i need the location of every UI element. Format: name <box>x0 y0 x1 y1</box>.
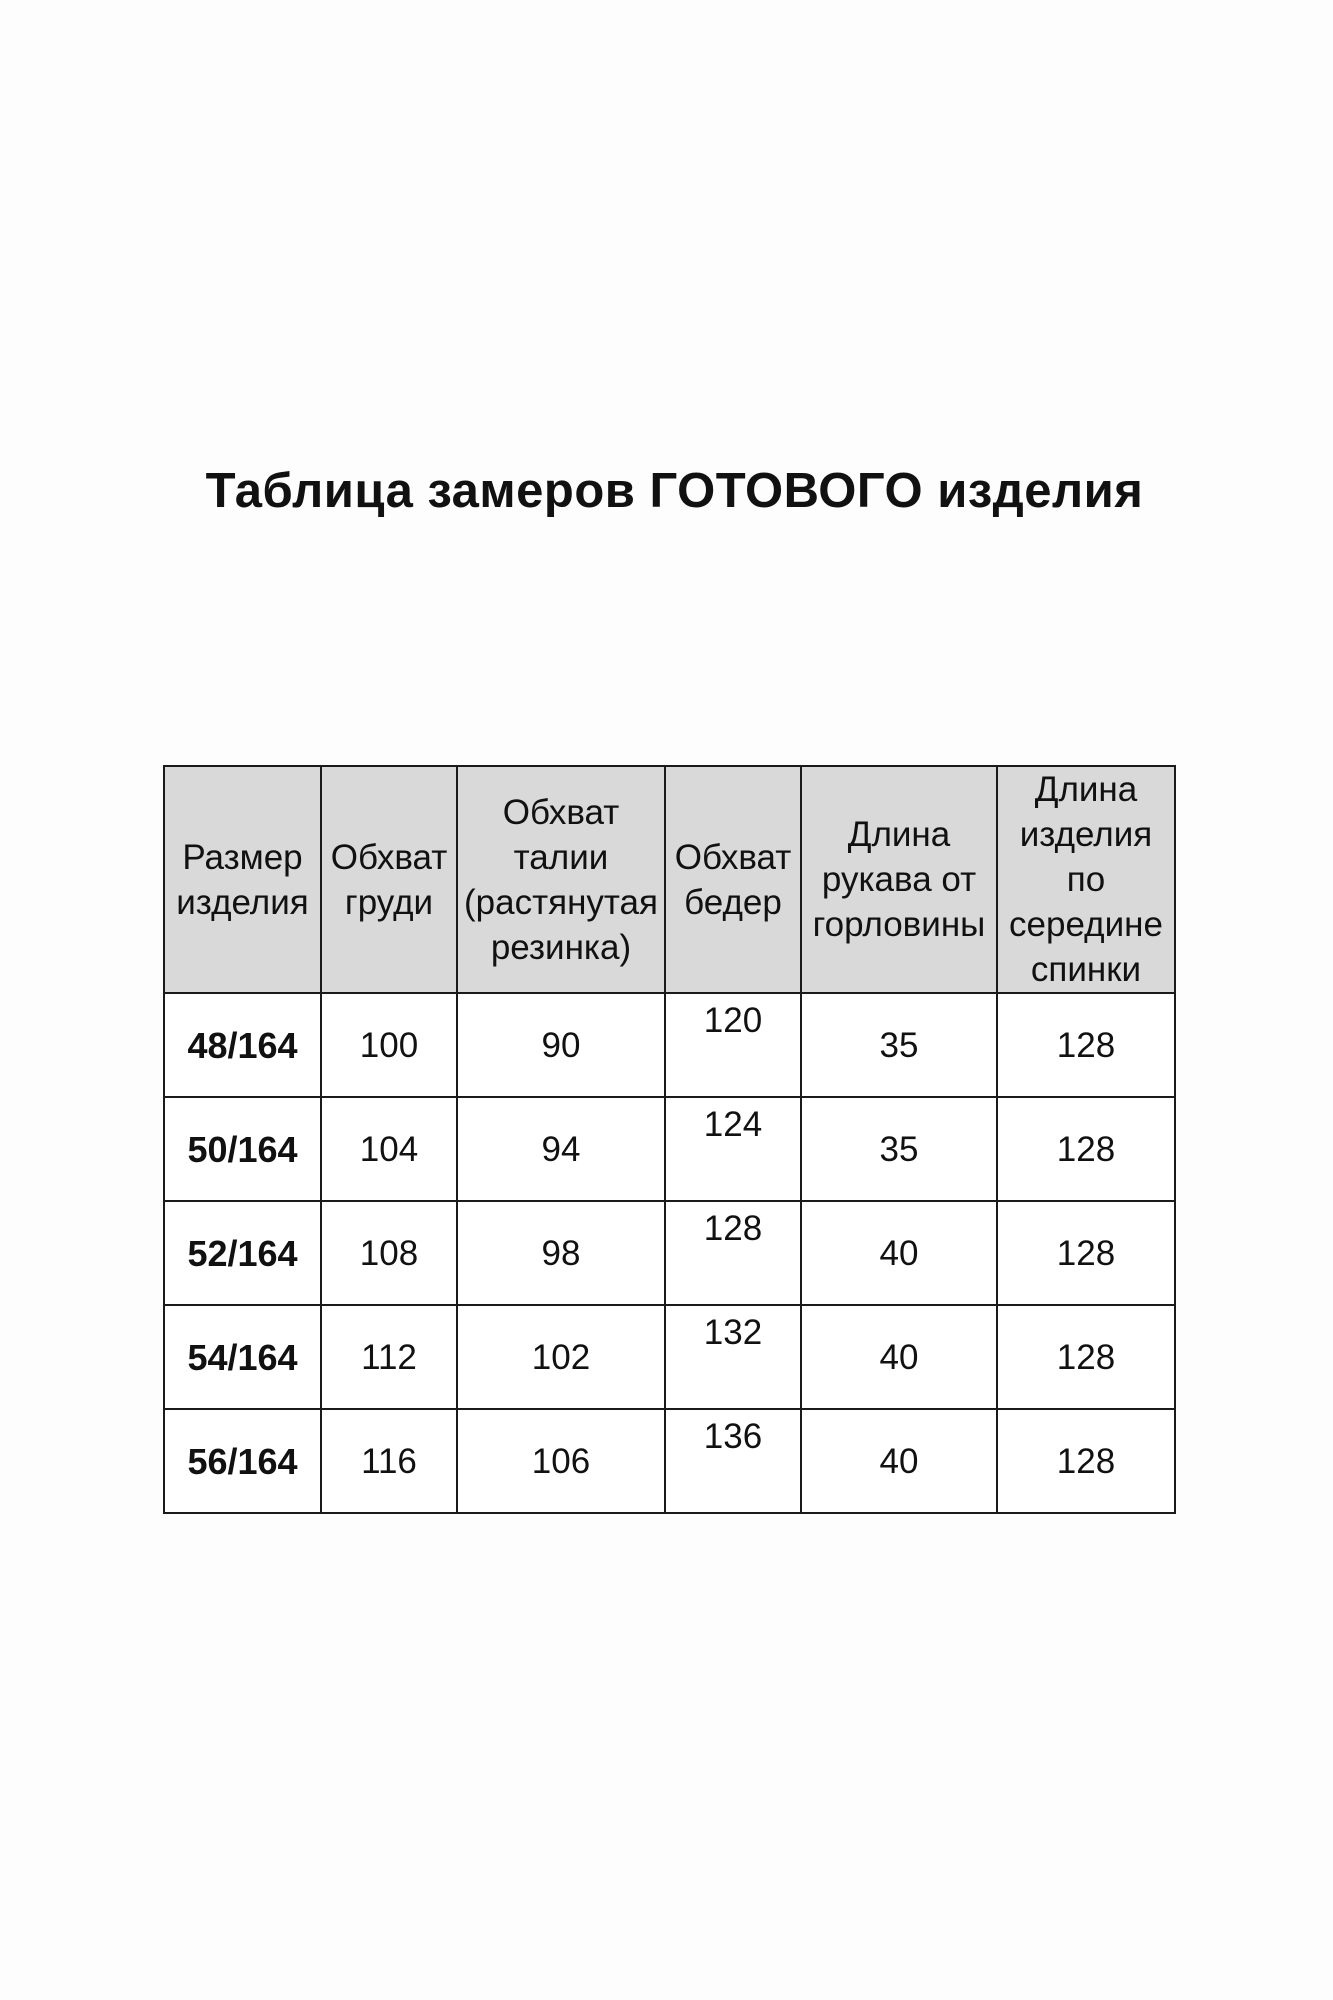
header-chest: Обхват груди <box>321 766 457 993</box>
header-size: Размер изделия <box>164 766 321 993</box>
waist-cell: 106 <box>457 1409 665 1513</box>
length-cell: 128 <box>997 1305 1175 1409</box>
hips-cell: 128 <box>665 1201 801 1305</box>
header-waist: Обхват талии (растянутая резинка) <box>457 766 665 993</box>
chest-cell: 100 <box>321 993 457 1097</box>
length-cell: 128 <box>997 1097 1175 1201</box>
hips-cell: 124 <box>665 1097 801 1201</box>
sleeve-cell: 40 <box>801 1305 997 1409</box>
length-cell: 128 <box>997 1201 1175 1305</box>
waist-cell: 102 <box>457 1305 665 1409</box>
hips-cell: 120 <box>665 993 801 1097</box>
table-row <box>164 1409 1175 1513</box>
waist-cell: 98 <box>457 1201 665 1305</box>
sleeve-cell: 40 <box>801 1201 997 1305</box>
chest-cell: 104 <box>321 1097 457 1201</box>
table-row <box>164 1201 1175 1305</box>
size-cell: 54/164 <box>164 1305 321 1409</box>
hips-cell: 136 <box>665 1409 801 1513</box>
chest-cell: 108 <box>321 1201 457 1305</box>
hips-cell: 132 <box>665 1305 801 1409</box>
length-cell: 128 <box>997 993 1175 1097</box>
size-table <box>163 765 1176 1514</box>
sleeve-cell: 35 <box>801 993 997 1097</box>
size-cell: 56/164 <box>164 1409 321 1513</box>
waist-cell: 94 <box>457 1097 665 1201</box>
table-header-row <box>164 766 1175 993</box>
table-row <box>164 1305 1175 1409</box>
chest-cell: 112 <box>321 1305 457 1409</box>
chest-cell: 116 <box>321 1409 457 1513</box>
length-cell: 128 <box>997 1409 1175 1513</box>
header-hips: Обхват бедер <box>665 766 801 993</box>
size-cell: 52/164 <box>164 1201 321 1305</box>
header-garment-length: Длина изделия по середине спинки <box>997 766 1175 993</box>
table-row <box>164 1097 1175 1201</box>
size-cell: 50/164 <box>164 1097 321 1201</box>
header-sleeve-length: Длина рукава от горловины <box>801 766 997 993</box>
table-row <box>164 993 1175 1097</box>
page-title: Таблица замеров ГОТОВОГО изделия <box>205 464 1144 518</box>
waist-cell: 90 <box>457 993 665 1097</box>
size-cell: 48/164 <box>164 993 321 1097</box>
sleeve-cell: 35 <box>801 1097 997 1201</box>
sleeve-cell: 40 <box>801 1409 997 1513</box>
